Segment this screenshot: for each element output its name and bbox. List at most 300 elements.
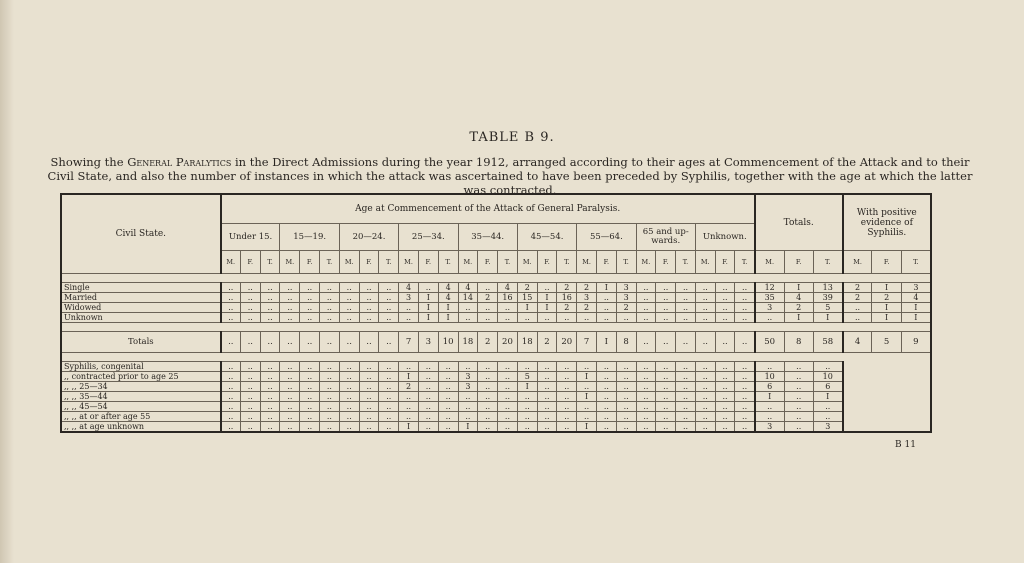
table-cell: .. bbox=[695, 313, 715, 323]
table-cell: .. bbox=[517, 313, 537, 323]
sex-column-header: F. bbox=[418, 251, 438, 274]
table-cell: .. bbox=[438, 362, 458, 372]
table-cell: .. bbox=[695, 293, 715, 303]
table-cell: .. bbox=[715, 382, 735, 392]
table-cell: .. bbox=[537, 422, 557, 433]
table-cell: .. bbox=[498, 392, 518, 402]
table-cell: .. bbox=[715, 313, 735, 323]
table-cell: 2 bbox=[557, 303, 577, 313]
table-cell: I bbox=[418, 293, 438, 303]
table-cell: 5 bbox=[813, 303, 842, 313]
table-cell: .. bbox=[300, 372, 320, 382]
table-cell: .. bbox=[280, 372, 300, 382]
table-cell: .. bbox=[240, 283, 260, 293]
page-edge bbox=[0, 0, 14, 563]
table-cell: .. bbox=[379, 283, 399, 293]
table-cell: I bbox=[813, 313, 842, 323]
table-cell: 18 bbox=[458, 332, 478, 353]
table-cell: 4 bbox=[438, 283, 458, 293]
table-cell: .. bbox=[656, 313, 676, 323]
table-cell: .. bbox=[616, 412, 636, 422]
table-cell: .. bbox=[735, 283, 755, 293]
sex-column-header: T. bbox=[379, 251, 399, 274]
table-cell: .. bbox=[498, 362, 518, 372]
row-label: Unknown bbox=[61, 313, 221, 323]
table-cell: .. bbox=[656, 422, 676, 433]
table-cell: .. bbox=[300, 332, 320, 353]
table-cell: .. bbox=[399, 303, 419, 313]
table-cell: 4 bbox=[843, 332, 872, 353]
table-cell: .. bbox=[735, 372, 755, 382]
table-cell: .. bbox=[616, 392, 636, 402]
table-cell: .. bbox=[498, 402, 518, 412]
table-cell: .. bbox=[418, 402, 438, 412]
table-cell: .. bbox=[339, 303, 359, 313]
table-cell: .. bbox=[735, 412, 755, 422]
table-cell: .. bbox=[735, 332, 755, 353]
table-cell: I bbox=[872, 303, 901, 313]
table-cell: .. bbox=[636, 283, 656, 293]
description-emphasis: General Paralytics bbox=[127, 155, 232, 169]
civil-state-row bbox=[61, 293, 931, 303]
table-cell: .. bbox=[240, 412, 260, 422]
table-cell: .. bbox=[418, 422, 438, 433]
table-cell: .. bbox=[339, 382, 359, 392]
table-cell: I bbox=[577, 422, 597, 433]
empty-syphilis-cell bbox=[843, 402, 931, 412]
table-cell: .. bbox=[359, 283, 379, 293]
sex-column-header: F. bbox=[240, 251, 260, 274]
sex-column-header: M. bbox=[399, 251, 419, 274]
table-cell: .. bbox=[478, 362, 498, 372]
row-label: ,, ,, 35—44 bbox=[61, 392, 221, 402]
sex-column-header: F. bbox=[715, 251, 735, 274]
sex-column-header: M. bbox=[577, 251, 597, 274]
table-cell: .. bbox=[240, 422, 260, 433]
table-cell: .. bbox=[260, 362, 280, 372]
sex-column-header: M. bbox=[843, 251, 872, 274]
table-cell: .. bbox=[735, 422, 755, 433]
table-cell: .. bbox=[359, 362, 379, 372]
table-cell: .. bbox=[320, 332, 340, 353]
table-cell: .. bbox=[339, 283, 359, 293]
table-cell: .. bbox=[557, 422, 577, 433]
table-cell: .. bbox=[784, 362, 813, 372]
table-cell: .. bbox=[300, 412, 320, 422]
sex-column-header: T. bbox=[735, 251, 755, 274]
table-cell: .. bbox=[695, 402, 715, 412]
table-cell: I bbox=[517, 382, 537, 392]
table-cell: 3 bbox=[418, 332, 438, 353]
table-cell: .. bbox=[656, 303, 676, 313]
table-cell: .. bbox=[616, 372, 636, 382]
table-cell: .. bbox=[715, 293, 735, 303]
table-cell: .. bbox=[755, 362, 784, 372]
table-cell: .. bbox=[280, 313, 300, 323]
table-cell: .. bbox=[636, 303, 656, 313]
table-cell: .. bbox=[379, 382, 399, 392]
sex-column-header: F. bbox=[300, 251, 320, 274]
syphilis-evidence-header: With positive evidence of Syphilis. bbox=[843, 194, 931, 251]
table-cell: .. bbox=[280, 362, 300, 372]
sex-column-header: M. bbox=[517, 251, 537, 274]
table-cell: .. bbox=[498, 372, 518, 382]
table-cell: I bbox=[537, 293, 557, 303]
table-description bbox=[40, 155, 980, 197]
civil-state-row bbox=[61, 313, 931, 323]
table-cell: .. bbox=[300, 402, 320, 412]
table-cell: .. bbox=[300, 392, 320, 402]
table-cell: .. bbox=[221, 412, 241, 422]
table-cell: .. bbox=[843, 313, 872, 323]
table-cell: .. bbox=[418, 362, 438, 372]
table-cell: I bbox=[901, 303, 931, 313]
table-cell: .. bbox=[300, 293, 320, 303]
statistics-table bbox=[60, 193, 932, 433]
table-cell: .. bbox=[498, 422, 518, 433]
table-cell: 3 bbox=[616, 293, 636, 303]
table-cell: 6 bbox=[813, 382, 842, 392]
table-cell: .. bbox=[221, 362, 241, 372]
table-cell: .. bbox=[280, 412, 300, 422]
civil-state-row bbox=[61, 283, 931, 293]
row-label: ,, ,, 45—54 bbox=[61, 402, 221, 412]
sex-column-header: F. bbox=[537, 251, 557, 274]
table-cell: .. bbox=[379, 402, 399, 412]
table-cell: .. bbox=[418, 283, 438, 293]
table-cell: .. bbox=[636, 412, 656, 422]
table-cell: .. bbox=[537, 372, 557, 382]
table-cell: .. bbox=[280, 382, 300, 392]
table-cell: 7 bbox=[577, 332, 597, 353]
table-cell: .. bbox=[379, 422, 399, 433]
table-cell: 2 bbox=[843, 293, 872, 303]
sex-column-header: M. bbox=[755, 251, 784, 274]
table-cell: .. bbox=[498, 313, 518, 323]
table-cell: .. bbox=[755, 313, 784, 323]
table-cell: .. bbox=[537, 392, 557, 402]
sex-column-header: T. bbox=[498, 251, 518, 274]
table-cell: .. bbox=[517, 362, 537, 372]
table-cell: 4 bbox=[458, 283, 478, 293]
table-cell: .. bbox=[813, 362, 842, 372]
table-cell: .. bbox=[221, 283, 241, 293]
table-cell: 2 bbox=[478, 293, 498, 303]
table-cell: 50 bbox=[755, 332, 784, 353]
table-cell: 13 bbox=[813, 283, 842, 293]
table-cell: .. bbox=[596, 362, 616, 372]
table-cell: .. bbox=[300, 362, 320, 372]
table-cell: .. bbox=[320, 293, 340, 303]
table-cell: .. bbox=[517, 392, 537, 402]
table-cell: 39 bbox=[813, 293, 842, 303]
table-cell: 3 bbox=[458, 372, 478, 382]
table-cell: .. bbox=[843, 303, 872, 313]
table-cell: .. bbox=[359, 372, 379, 382]
table-cell: .. bbox=[438, 372, 458, 382]
table-cell: .. bbox=[784, 372, 813, 382]
table-cell: .. bbox=[260, 402, 280, 412]
table-cell: .. bbox=[636, 362, 656, 372]
table-cell: 5 bbox=[517, 372, 537, 382]
table-cell: .. bbox=[537, 402, 557, 412]
table-cell: .. bbox=[438, 422, 458, 433]
table-cell: .. bbox=[676, 293, 696, 303]
table-cell: 58 bbox=[813, 332, 842, 353]
table-cell: .. bbox=[498, 412, 518, 422]
table-cell: .. bbox=[320, 392, 340, 402]
table-cell: .. bbox=[478, 412, 498, 422]
row-label: ,, ,, at age unknown bbox=[61, 422, 221, 433]
table-cell: .. bbox=[636, 392, 656, 402]
table-cell: .. bbox=[596, 303, 616, 313]
table-cell: .. bbox=[478, 283, 498, 293]
syphilis-row bbox=[61, 412, 931, 422]
row-label: Widowed bbox=[61, 303, 221, 313]
table-cell: .. bbox=[458, 303, 478, 313]
table-cell: .. bbox=[636, 402, 656, 412]
table-cell: .. bbox=[478, 313, 498, 323]
table-cell: .. bbox=[260, 283, 280, 293]
row-label: ,, ,, 25—34 bbox=[61, 382, 221, 392]
table-cell: .. bbox=[735, 402, 755, 412]
sex-column-header: F. bbox=[359, 251, 379, 274]
table-cell: .. bbox=[596, 313, 616, 323]
table-cell: .. bbox=[379, 293, 399, 303]
sex-column-header: T. bbox=[320, 251, 340, 274]
table-cell: .. bbox=[695, 382, 715, 392]
spacer-row bbox=[61, 353, 931, 362]
table-cell: .. bbox=[537, 382, 557, 392]
age-group-header: 65 and up-wards. bbox=[636, 224, 695, 251]
table-cell: .. bbox=[636, 382, 656, 392]
table-cell: .. bbox=[596, 392, 616, 402]
table-cell: .. bbox=[478, 372, 498, 382]
row-label: Totals bbox=[61, 332, 221, 353]
table-cell: .. bbox=[577, 412, 597, 422]
table-cell: .. bbox=[656, 362, 676, 372]
table-cell: 15 bbox=[517, 293, 537, 303]
table-cell: .. bbox=[260, 303, 280, 313]
table-cell: .. bbox=[715, 362, 735, 372]
table-cell: .. bbox=[260, 422, 280, 433]
table-cell: .. bbox=[478, 402, 498, 412]
table-cell: .. bbox=[438, 392, 458, 402]
syphilis-row bbox=[61, 362, 931, 372]
table-cell: .. bbox=[577, 362, 597, 372]
table-cell: .. bbox=[676, 303, 696, 313]
table-cell: .. bbox=[300, 382, 320, 392]
table-cell: .. bbox=[735, 392, 755, 402]
table-cell: .. bbox=[379, 412, 399, 422]
table-cell: .. bbox=[616, 313, 636, 323]
table-cell: .. bbox=[616, 362, 636, 372]
table-cell: 3 bbox=[813, 422, 842, 433]
table-cell: .. bbox=[478, 392, 498, 402]
empty-syphilis-cell bbox=[843, 372, 931, 382]
table-cell: .. bbox=[784, 392, 813, 402]
age-group-header: 45—54. bbox=[517, 224, 576, 251]
table-cell: .. bbox=[280, 303, 300, 313]
table-cell: .. bbox=[359, 313, 379, 323]
table-cell: .. bbox=[636, 372, 656, 382]
table-cell: 4 bbox=[784, 293, 813, 303]
table-cell: .. bbox=[695, 332, 715, 353]
table-cell: .. bbox=[478, 422, 498, 433]
table-cell: .. bbox=[577, 313, 597, 323]
table-cell: 2 bbox=[843, 283, 872, 293]
table-cell: .. bbox=[240, 313, 260, 323]
table-cell: I bbox=[596, 283, 616, 293]
table-cell: .. bbox=[735, 313, 755, 323]
table-cell: .. bbox=[240, 362, 260, 372]
table-cell: .. bbox=[260, 293, 280, 303]
table-cell: .. bbox=[320, 372, 340, 382]
sex-column-header: F. bbox=[656, 251, 676, 274]
age-group-header: 20—24. bbox=[339, 224, 398, 251]
table-cell: .. bbox=[813, 402, 842, 412]
table-cell: .. bbox=[537, 362, 557, 372]
table-cell: .. bbox=[656, 332, 676, 353]
table-cell: .. bbox=[221, 332, 241, 353]
sex-column-header: F. bbox=[478, 251, 498, 274]
table-cell: .. bbox=[320, 382, 340, 392]
table-cell: .. bbox=[339, 362, 359, 372]
table-cell: .. bbox=[813, 412, 842, 422]
sex-column-header: M. bbox=[339, 251, 359, 274]
table-cell: .. bbox=[676, 362, 696, 372]
table-cell: 2 bbox=[517, 283, 537, 293]
table-cell: I bbox=[577, 392, 597, 402]
empty-syphilis-cell bbox=[843, 382, 931, 392]
table-cell: 4 bbox=[901, 293, 931, 303]
table-cell: .. bbox=[695, 412, 715, 422]
table-cell: .. bbox=[240, 392, 260, 402]
table-cell: .. bbox=[517, 422, 537, 433]
table-cell: 2 bbox=[872, 293, 901, 303]
table-cell: I bbox=[399, 372, 419, 382]
table-cell: .. bbox=[715, 372, 735, 382]
table-cell: .. bbox=[280, 422, 300, 433]
table-cell: I bbox=[517, 303, 537, 313]
table-cell: .. bbox=[399, 412, 419, 422]
table-cell: 10 bbox=[813, 372, 842, 382]
table-cell: .. bbox=[784, 412, 813, 422]
table-cell: .. bbox=[221, 372, 241, 382]
table-cell: .. bbox=[399, 362, 419, 372]
table-cell: .. bbox=[280, 332, 300, 353]
table-cell: .. bbox=[755, 412, 784, 422]
table-cell: .. bbox=[339, 332, 359, 353]
table-cell: 3 bbox=[616, 283, 636, 293]
table-cell: .. bbox=[320, 422, 340, 433]
age-group-header: 55—64. bbox=[577, 224, 636, 251]
table-cell: .. bbox=[537, 412, 557, 422]
table-cell: .. bbox=[359, 303, 379, 313]
table-cell: .. bbox=[577, 382, 597, 392]
table-cell: 5 bbox=[872, 332, 901, 353]
table-cell: .. bbox=[418, 382, 438, 392]
table-cell: 35 bbox=[755, 293, 784, 303]
table-cell: 20 bbox=[498, 332, 518, 353]
table-cell: .. bbox=[616, 422, 636, 433]
table-cell: .. bbox=[537, 313, 557, 323]
sex-column-header: F. bbox=[596, 251, 616, 274]
table-cell: .. bbox=[656, 293, 676, 303]
table-cell: .. bbox=[300, 303, 320, 313]
table-cell: .. bbox=[359, 332, 379, 353]
table-cell: .. bbox=[320, 362, 340, 372]
table-cell: .. bbox=[379, 303, 399, 313]
table-cell: 16 bbox=[498, 293, 518, 303]
table-cell: .. bbox=[596, 293, 616, 303]
table-cell: .. bbox=[320, 313, 340, 323]
row-label: ,, ,, at or after age 55 bbox=[61, 412, 221, 422]
table-cell: .. bbox=[676, 412, 696, 422]
table-cell: .. bbox=[616, 402, 636, 412]
table-cell: .. bbox=[339, 372, 359, 382]
syphilis-row bbox=[61, 382, 931, 392]
table-cell: .. bbox=[359, 382, 379, 392]
table-cell: .. bbox=[260, 382, 280, 392]
table-cell: .. bbox=[260, 372, 280, 382]
table-cell: .. bbox=[359, 412, 379, 422]
table-cell: .. bbox=[636, 332, 656, 353]
table-cell: .. bbox=[557, 402, 577, 412]
table-cell: 20 bbox=[557, 332, 577, 353]
table-cell: .. bbox=[715, 392, 735, 402]
table-cell: .. bbox=[695, 392, 715, 402]
age-group-header: 35—44. bbox=[458, 224, 517, 251]
table-cell: .. bbox=[438, 402, 458, 412]
table-cell: .. bbox=[715, 303, 735, 313]
table-cell: .. bbox=[636, 313, 656, 323]
table-cell: .. bbox=[339, 392, 359, 402]
row-label: ,, contracted prior to age 25 bbox=[61, 372, 221, 382]
table-cell: .. bbox=[320, 303, 340, 313]
table-cell: .. bbox=[379, 313, 399, 323]
table-cell: .. bbox=[656, 283, 676, 293]
syphilis-row bbox=[61, 392, 931, 402]
table-cell: .. bbox=[676, 332, 696, 353]
table-cell: .. bbox=[557, 392, 577, 402]
table-cell: .. bbox=[240, 293, 260, 303]
table-cell: .. bbox=[221, 402, 241, 412]
table-cell: 2 bbox=[537, 332, 557, 353]
table-cell: .. bbox=[458, 313, 478, 323]
table-cell: .. bbox=[596, 382, 616, 392]
table-cell: .. bbox=[517, 402, 537, 412]
table-cell: .. bbox=[458, 412, 478, 422]
table-cell: I bbox=[872, 283, 901, 293]
table-cell: .. bbox=[557, 372, 577, 382]
table-cell: 3 bbox=[399, 293, 419, 303]
table-cell: .. bbox=[676, 382, 696, 392]
age-group-header: 15—19. bbox=[280, 224, 339, 251]
table-cell: .. bbox=[636, 422, 656, 433]
sex-column-header: M. bbox=[458, 251, 478, 274]
table-cell: 4 bbox=[498, 283, 518, 293]
table-cell: .. bbox=[715, 283, 735, 293]
table-cell: .. bbox=[379, 392, 399, 402]
spacer-row bbox=[61, 323, 931, 332]
table-cell: .. bbox=[379, 332, 399, 353]
table-cell: I bbox=[784, 313, 813, 323]
table-cell: .. bbox=[676, 372, 696, 382]
table-cell: I bbox=[458, 422, 478, 433]
sex-column-header: T. bbox=[260, 251, 280, 274]
row-label: Single bbox=[61, 283, 221, 293]
